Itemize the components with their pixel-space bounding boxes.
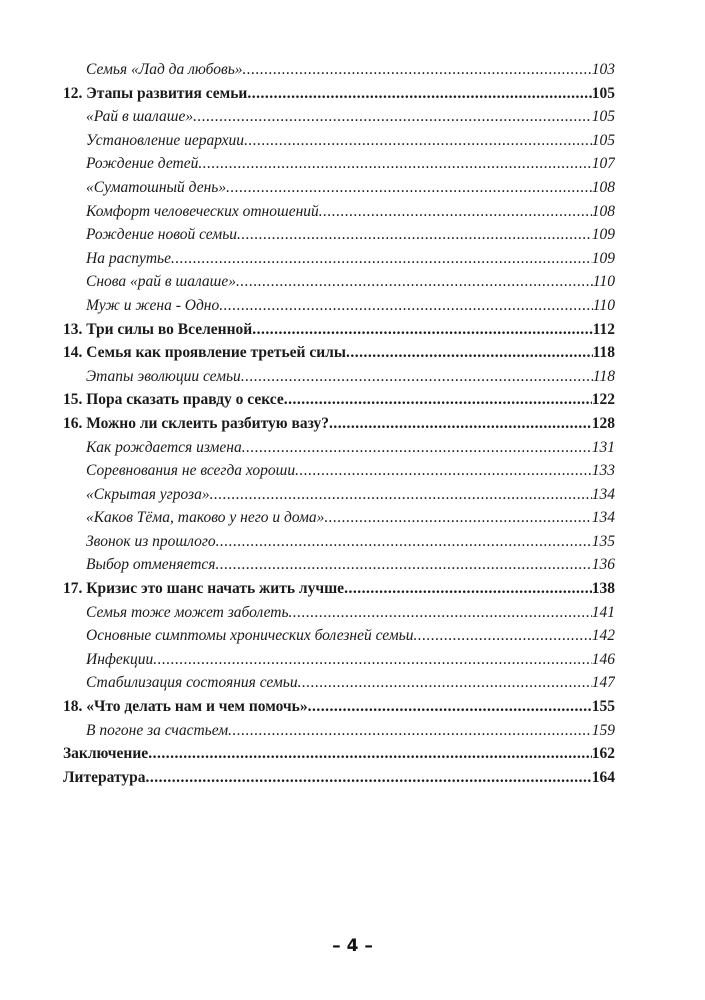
toc-section-entry xyxy=(63,719,615,743)
toc-section-entry xyxy=(63,436,615,460)
dot-leader xyxy=(329,412,592,436)
toc-entry-title: Стабилизация состояния семьи xyxy=(86,674,298,692)
dot-leader xyxy=(295,459,592,483)
toc-entry-title: 17. Кризис это шанс начать жить лучше xyxy=(63,580,345,598)
toc-entry-page: 159 xyxy=(591,721,615,739)
dot-leader xyxy=(219,294,593,318)
dot-leader xyxy=(319,200,592,224)
toc-entry-title: 16. Можно ли склеить разбитую вазу? xyxy=(63,414,330,432)
dot-leader xyxy=(298,671,592,695)
toc-entry-title: Как рождается измена xyxy=(86,438,242,456)
toc-entry-page: 105 xyxy=(591,131,615,149)
toc-entry-title: 13. Три силы во Вселенной xyxy=(63,320,253,338)
toc-entry-page: 109 xyxy=(591,226,615,244)
toc-entry-title: Комфорт человеческих отношений xyxy=(86,202,319,220)
toc-entry-page: 147 xyxy=(591,674,615,692)
toc-entry-title: Выбор отменяется xyxy=(86,556,216,574)
dot-leader xyxy=(216,553,592,577)
toc-section-entry xyxy=(63,200,615,224)
dot-leader xyxy=(289,601,592,625)
toc-entry-page: 146 xyxy=(591,650,615,668)
dot-leader xyxy=(198,152,591,176)
toc-entry-title: «Суматошный день» xyxy=(86,178,227,196)
dot-leader xyxy=(236,270,593,294)
toc-entry-title: Литература xyxy=(63,768,146,786)
toc-entry-page: 109 xyxy=(591,249,615,267)
dot-leader xyxy=(244,129,592,153)
dot-leader xyxy=(237,223,592,247)
toc-section-entry xyxy=(63,530,615,554)
toc-section-entry xyxy=(63,176,615,200)
dot-leader xyxy=(216,530,592,554)
toc-entry-title: Установление иерархии xyxy=(86,131,245,149)
toc-chapter-entry xyxy=(63,742,615,766)
toc-entry-page: 164 xyxy=(591,768,615,786)
toc-section-entry xyxy=(63,129,615,153)
toc-entry-title: «Каков Тёма, таково у него и дома» xyxy=(86,509,325,527)
toc-entry-title: Семья «Лад да любовь» xyxy=(86,61,243,78)
dot-leader xyxy=(241,365,593,389)
toc-section-entry xyxy=(63,648,615,672)
toc-chapter-entry xyxy=(63,341,615,365)
toc-entry-page: 162 xyxy=(591,745,615,763)
toc-entry-title: 12. Этапы развития семьи xyxy=(63,84,248,102)
toc-entry-page: 155 xyxy=(591,698,615,716)
toc-entry-title: Рождение детей xyxy=(86,155,199,173)
dot-leader xyxy=(346,341,593,365)
toc-section-entry xyxy=(63,247,615,271)
dot-leader xyxy=(193,105,592,129)
toc-section-entry xyxy=(63,58,615,82)
toc-entry-page: 128 xyxy=(591,414,615,432)
toc-entry-title: Этапы эволюции семьи xyxy=(86,367,241,385)
dot-leader xyxy=(413,624,591,648)
dot-leader xyxy=(153,648,591,672)
dot-leader xyxy=(171,247,592,271)
dot-leader xyxy=(243,58,592,82)
toc-entry-title: 15. Пора сказать правду о сексе xyxy=(63,391,284,409)
toc-entry-page: 103 xyxy=(591,61,615,78)
toc-section-entry xyxy=(63,671,615,695)
toc-entry-title: Снова «рай в шалаше» xyxy=(86,273,236,291)
toc-chapter-entry xyxy=(63,695,615,719)
toc-entry-page: 138 xyxy=(591,580,615,598)
toc-section-entry xyxy=(63,601,615,625)
toc-entry-page: 134 xyxy=(591,509,615,527)
dot-leader xyxy=(247,82,591,106)
dot-leader xyxy=(324,506,591,530)
toc-section-entry xyxy=(63,624,615,648)
toc-entry-title: На распутье xyxy=(86,249,171,267)
toc-entry-page: 122 xyxy=(591,391,615,409)
dot-leader xyxy=(210,483,592,507)
toc-section-entry xyxy=(63,270,615,294)
toc-entry-page: 133 xyxy=(591,462,615,480)
toc-section-entry xyxy=(63,365,615,389)
toc-section-entry xyxy=(63,506,615,530)
toc-entry-title: 18. «Что делать нам и чем помочь» xyxy=(63,698,308,716)
toc-entry-page: 108 xyxy=(591,202,615,220)
toc-entry-page: 108 xyxy=(591,178,615,196)
page-number: – 4 – xyxy=(332,936,373,956)
toc-entry-page: 105 xyxy=(591,108,615,126)
toc-entry-page: 135 xyxy=(591,532,615,550)
toc-entry-title: «Скрытая угроза» xyxy=(86,485,210,503)
toc-entry-title: Семья тоже может заболеть xyxy=(86,603,289,621)
toc-entry-title: В погоне за счастьем xyxy=(86,721,229,739)
dot-leader xyxy=(344,577,592,601)
toc-section-entry xyxy=(63,459,615,483)
toc-entry-title: Соревнования не всегда хороши xyxy=(86,462,296,480)
toc-entry-page: 110 xyxy=(592,296,615,314)
toc-section-entry xyxy=(63,483,615,507)
toc-chapter-entry xyxy=(63,82,615,106)
toc-entry-page: 110 xyxy=(592,273,615,291)
toc-entry-page: 112 xyxy=(592,320,615,338)
toc-entry-title: Муж и жена - Одно xyxy=(86,296,220,314)
toc-section-entry xyxy=(63,294,615,318)
dot-leader xyxy=(226,176,592,200)
toc-entry-page: 136 xyxy=(591,556,615,574)
toc-entry-title: 14. Семья как проявление третьей силы xyxy=(63,344,346,362)
toc-entry-page: 107 xyxy=(591,155,615,173)
toc-section-entry xyxy=(63,105,615,129)
dot-leader xyxy=(252,318,592,342)
dot-leader xyxy=(284,388,592,412)
toc-chapter-entry xyxy=(63,577,615,601)
toc-entry-page: 118 xyxy=(592,344,615,362)
toc-entry-page: 142 xyxy=(591,627,615,645)
toc-chapter-entry xyxy=(63,766,615,790)
dot-leader xyxy=(228,719,592,743)
toc-entry-title: Звонок из прошлого xyxy=(86,532,216,550)
toc-entry-page: 134 xyxy=(591,485,615,503)
toc-entry-title: «Рай в шалаше» xyxy=(86,108,194,126)
table-of-contents xyxy=(63,58,615,789)
toc-entry-title: Заключение xyxy=(63,745,149,763)
dot-leader xyxy=(242,436,592,460)
toc-section-entry xyxy=(63,223,615,247)
dot-leader xyxy=(308,695,592,719)
dot-leader xyxy=(148,742,592,766)
toc-entry-page: 105 xyxy=(591,84,615,102)
toc-chapter-entry xyxy=(63,412,615,436)
dot-leader xyxy=(145,766,591,790)
toc-entry-title: Инфекции xyxy=(86,650,154,668)
toc-entry-title: Основные симптомы хронических болезней семьи xyxy=(86,627,414,645)
toc-chapter-entry xyxy=(63,318,615,342)
toc-chapter-entry xyxy=(63,388,615,412)
toc-entry-page: 118 xyxy=(592,367,615,385)
toc-entry-title: Рождение новой семьи xyxy=(86,226,237,244)
toc-section-entry xyxy=(63,152,615,176)
toc-section-entry xyxy=(63,553,615,577)
toc-entry-page: 131 xyxy=(591,438,615,456)
toc-entry-page: 141 xyxy=(591,603,615,621)
